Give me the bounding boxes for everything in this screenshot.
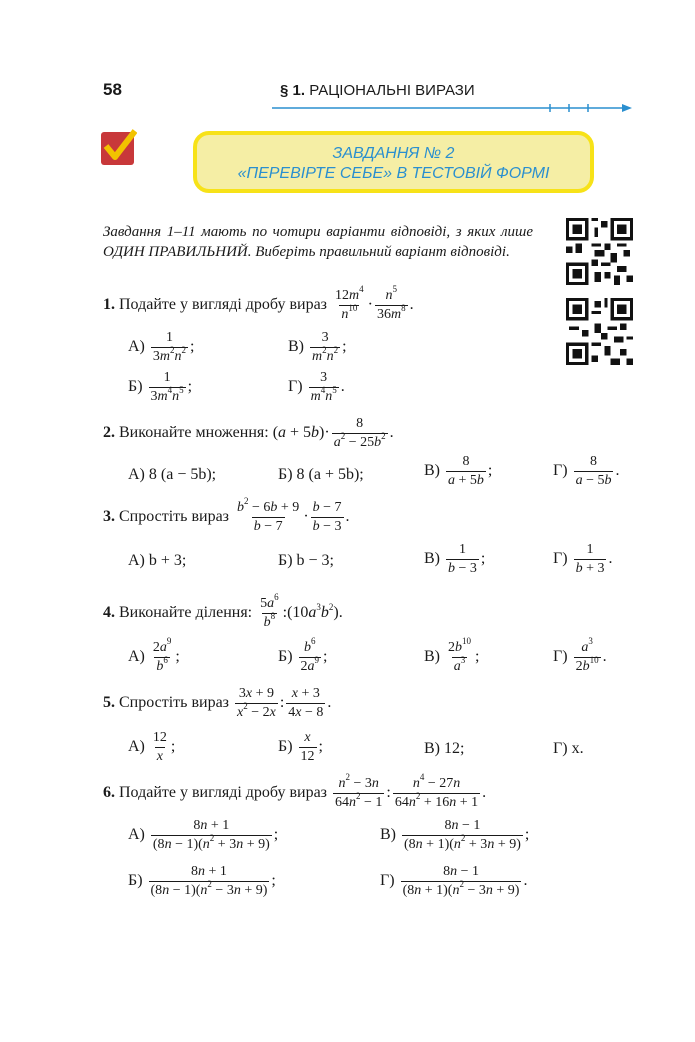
task-5-option-b[interactable]: Б) $\frac{x}{12}$ ; [278,730,323,764]
qr-code-icon[interactable] [566,218,633,285]
task-6-option-b[interactable]: Б) $\frac{8n + 1}{(8n - 1)(n^2 - 3n + 9)}$ ; [128,864,276,898]
task-5-option-g[interactable]: Г) x. [553,740,584,757]
task-1-option-v[interactable]: В) $\frac{3}{m^2n^2}$ ; [288,330,347,364]
page-number: 58 [103,80,122,99]
task-2-option-b[interactable]: Б) 8 (a + 5b); [278,466,364,483]
task-3-option-v[interactable]: В) $\frac{1}{b - 3}$ ; [424,542,486,576]
task-2-option-a[interactable]: А) 8 (a − 5b); [128,466,217,483]
intro-text: Завдання 1–11 мають по чотири варіанти відповіді, з яких лише ОДИН ПРАВИЛЬНИЙ. Виберіть правильний варіант відповіді. [103,224,533,260]
task-4-option-b[interactable]: Б) $\frac{b^6}{2a^9}$ ; [278,636,328,674]
task-6: 6. Подайте у вигляді дробу вираз $\frac{n^2 - 3n}{64n^2 - 1}$ : $\frac{n^4 - 27n}{64n^2 + 16n + 1}$ . [103,772,487,810]
task-4-option-a[interactable]: А) $\frac{2a^9}{b^6}$ ; [128,636,180,674]
task-1-option-b[interactable]: Б) $\frac{1}{3m^4n^5}$ ; [128,370,193,404]
task-1: 1. Подайте у вигляді дробу вираз $\frac{12m^4}{n^{10}}$ · $\frac{n^5}{36m^8}$ . [103,284,414,322]
task-4: 4. Виконайте ділення: $\frac{5a^6}{b^8}$ $:(10a^3b^2)$. [103,592,343,630]
banner-subtitle: «ПЕРЕВІРТЕ СЕБЕ» В ТЕСТОВІЙ ФОРМІ [237,165,550,182]
task-3-option-b[interactable]: Б) b − 3; [278,552,334,569]
task-6-option-v[interactable]: В) $\frac{8n - 1}{(8n + 1)(n^2 + 3n + 9)}$ ; [380,818,530,852]
task-2-option-v[interactable]: В) $\frac{8}{a + 5b}$ ; [424,454,493,488]
task-1-option-g[interactable]: Г) $\frac{3}{m^4n^5}$ . [288,370,345,404]
task-2: 2. Виконайте множення: (a + 5b)· $\frac{8}{a^2 - 25b^2}$ . [103,416,394,450]
task-4-option-g[interactable]: Г) $\frac{a^3}{2b^{10}}$ . [553,636,607,674]
task-1-option-a[interactable]: А) $\frac{1}{3m^2n^2}$ ; [128,330,195,364]
task-6-option-a[interactable]: А) $\frac{8n + 1}{(8n - 1)(n^2 + 3n + 9)}$ ; [128,818,279,852]
checkmark-icon [101,129,137,165]
task-3-option-g[interactable]: Г) $\frac{1}{b + 3}$ . [553,542,613,576]
task-banner [193,131,594,193]
task-5-option-a[interactable]: А) $\frac{12}{x}$ ; [128,730,176,764]
qr-code-icon[interactable] [566,298,633,365]
task-3-option-a[interactable]: А) b + 3; [128,552,187,569]
task-3: 3. Спростіть вираз $\frac{b^2 - 6b + 9}{b - 7}$ · $\frac{b - 7}{b - 3}$ . [103,496,350,534]
task-6-option-g[interactable]: Г) $\frac{8n - 1}{(8n + 1)(n^2 - 3n + 9)}$ . [380,864,528,898]
task-5: 5. Спростіть вираз $\frac{3x + 9}{x^2 - 2x}$ : $\frac{x + 3}{4x - 8}$ . [103,686,332,720]
task-4-option-v[interactable]: В) $\frac{2b^{10}}{a^3}$ ; [424,636,480,674]
task-5-option-v[interactable]: В) 12; [424,740,465,757]
task-2-option-g[interactable]: Г) $\frac{8}{a - 5b}$ . [553,454,620,488]
header-rule [272,103,632,113]
banner-title: ЗАВДАННЯ № 2 [332,145,455,162]
section-title: § 1. РАЦІОНАЛЬНІ ВИРАЗИ [280,82,475,99]
